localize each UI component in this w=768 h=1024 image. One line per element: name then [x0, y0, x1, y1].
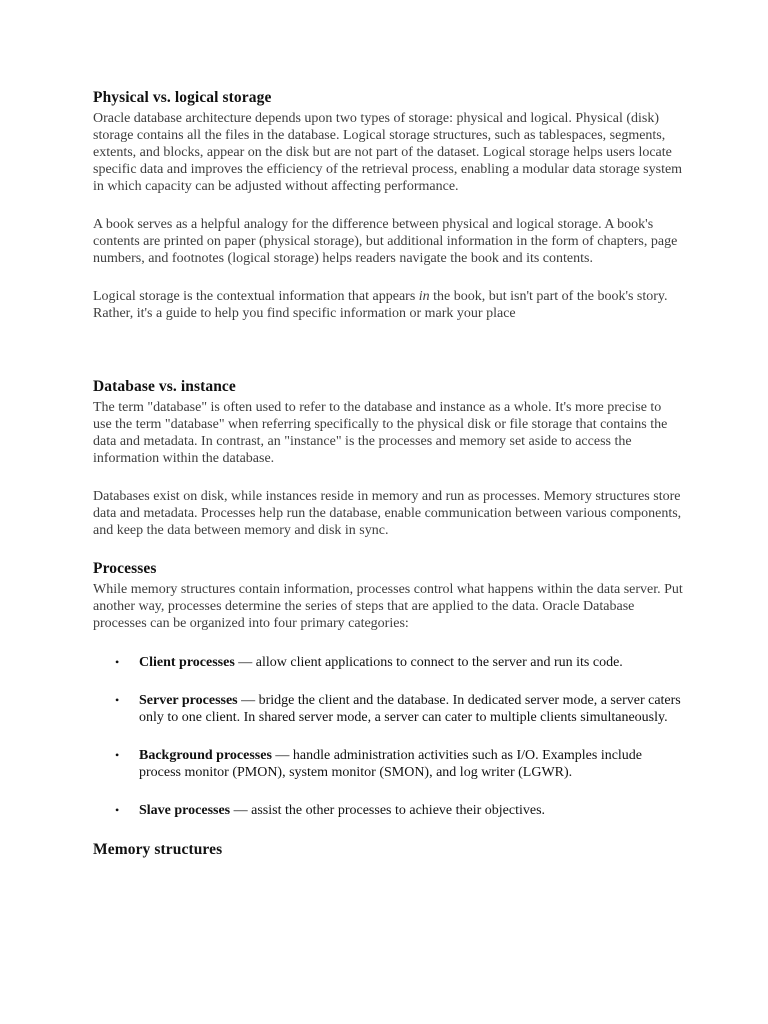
list-item-description: — allow client applications to connect to the server and run its code. [234, 655, 623, 670]
paragraph-book-analogy: A book serves as a helpful analogy for the difference between physical and logical storage. A book's contents are printed on paper (physical storage), but additional information in the form of chapters, page numbers, and footnotes (logical storage) helps readers navigate the book and its contents. [93, 217, 678, 266]
heading-memory-structures: Memory structures [93, 841, 223, 858]
list-item-term: Client processes [139, 655, 235, 670]
bullet-icon: • [115, 655, 120, 669]
text-segment: the book, but isn't part of the book's story. Rather, it's a guide to help you find specific information or mark your place [93, 289, 668, 321]
list-item-term: Background processes [139, 748, 272, 763]
text-segment: Logical storage is the contextual information that appears [93, 289, 419, 304]
paragraph-processes-intro: While memory structures contain information, processes control what happens within the data server. Put another way, processes determine the series of steps that are applied to the data. Oracle Database processes can be organized into four primary categories: [93, 582, 683, 631]
list-item [93, 747, 683, 781]
list-item-description: — assist the other processes to achieve their objectives. [230, 803, 546, 818]
list-item [93, 654, 683, 671]
paragraph-storage-intro: Oracle database architecture depends upon two types of storage: physical and logical. Physical (disk) storage contains all the files in the database. Logical storage structures, such as tablespaces, segments, extents, and blocks, appear on the disk but are not part of the dataset. Logical storage helps users locate specific data and improves the efficiency of the retrieval process, enabling a modular data storage system in which capacity can be adjusted without affecting performance. [93, 111, 683, 194]
document-page [93, 88, 683, 860]
paragraph-disk-memory: Databases exist on disk, while instances reside in memory and run as processes. Memory structures store data and metadata. Processes help run the database, enable communication between various components, and keep the data between memory and disk in sync. [93, 489, 682, 538]
list-item-description: — handle administration activities such as I/O. Examples include process monitor (PMON), system monitor (SMON), and log writer (LGWR). [139, 748, 643, 780]
heading-physical-logical: Physical vs. logical storage [93, 89, 272, 106]
list-item-term: Server processes [139, 693, 238, 708]
heading-processes: Processes [93, 560, 157, 577]
list-item [93, 802, 683, 819]
process-category-list [93, 654, 683, 819]
emphasis-text: in [418, 289, 430, 304]
paragraph-database-term: The term "database" is often used to refer to the database and instance as a whole. It's more precise to use the term "database" when referring specifically to the physical disk or file storage that contains the data and metadata. In contrast, an "instance" is the processes and memory set aside to access the information within the database. [93, 400, 668, 466]
list-item [93, 692, 683, 726]
paragraph-logical-context [93, 288, 683, 322]
bullet-icon: • [115, 693, 120, 707]
bullet-icon: • [115, 748, 120, 762]
heading-database-instance: Database vs. instance [93, 378, 236, 395]
list-item-term: Slave processes [139, 803, 231, 818]
list-item-description: — bridge the client and the database. In dedicated server mode, a server caters only to one client. In shared server mode, a server can cater to multiple clients simultaneously. [139, 693, 681, 725]
bullet-icon: • [115, 803, 120, 817]
